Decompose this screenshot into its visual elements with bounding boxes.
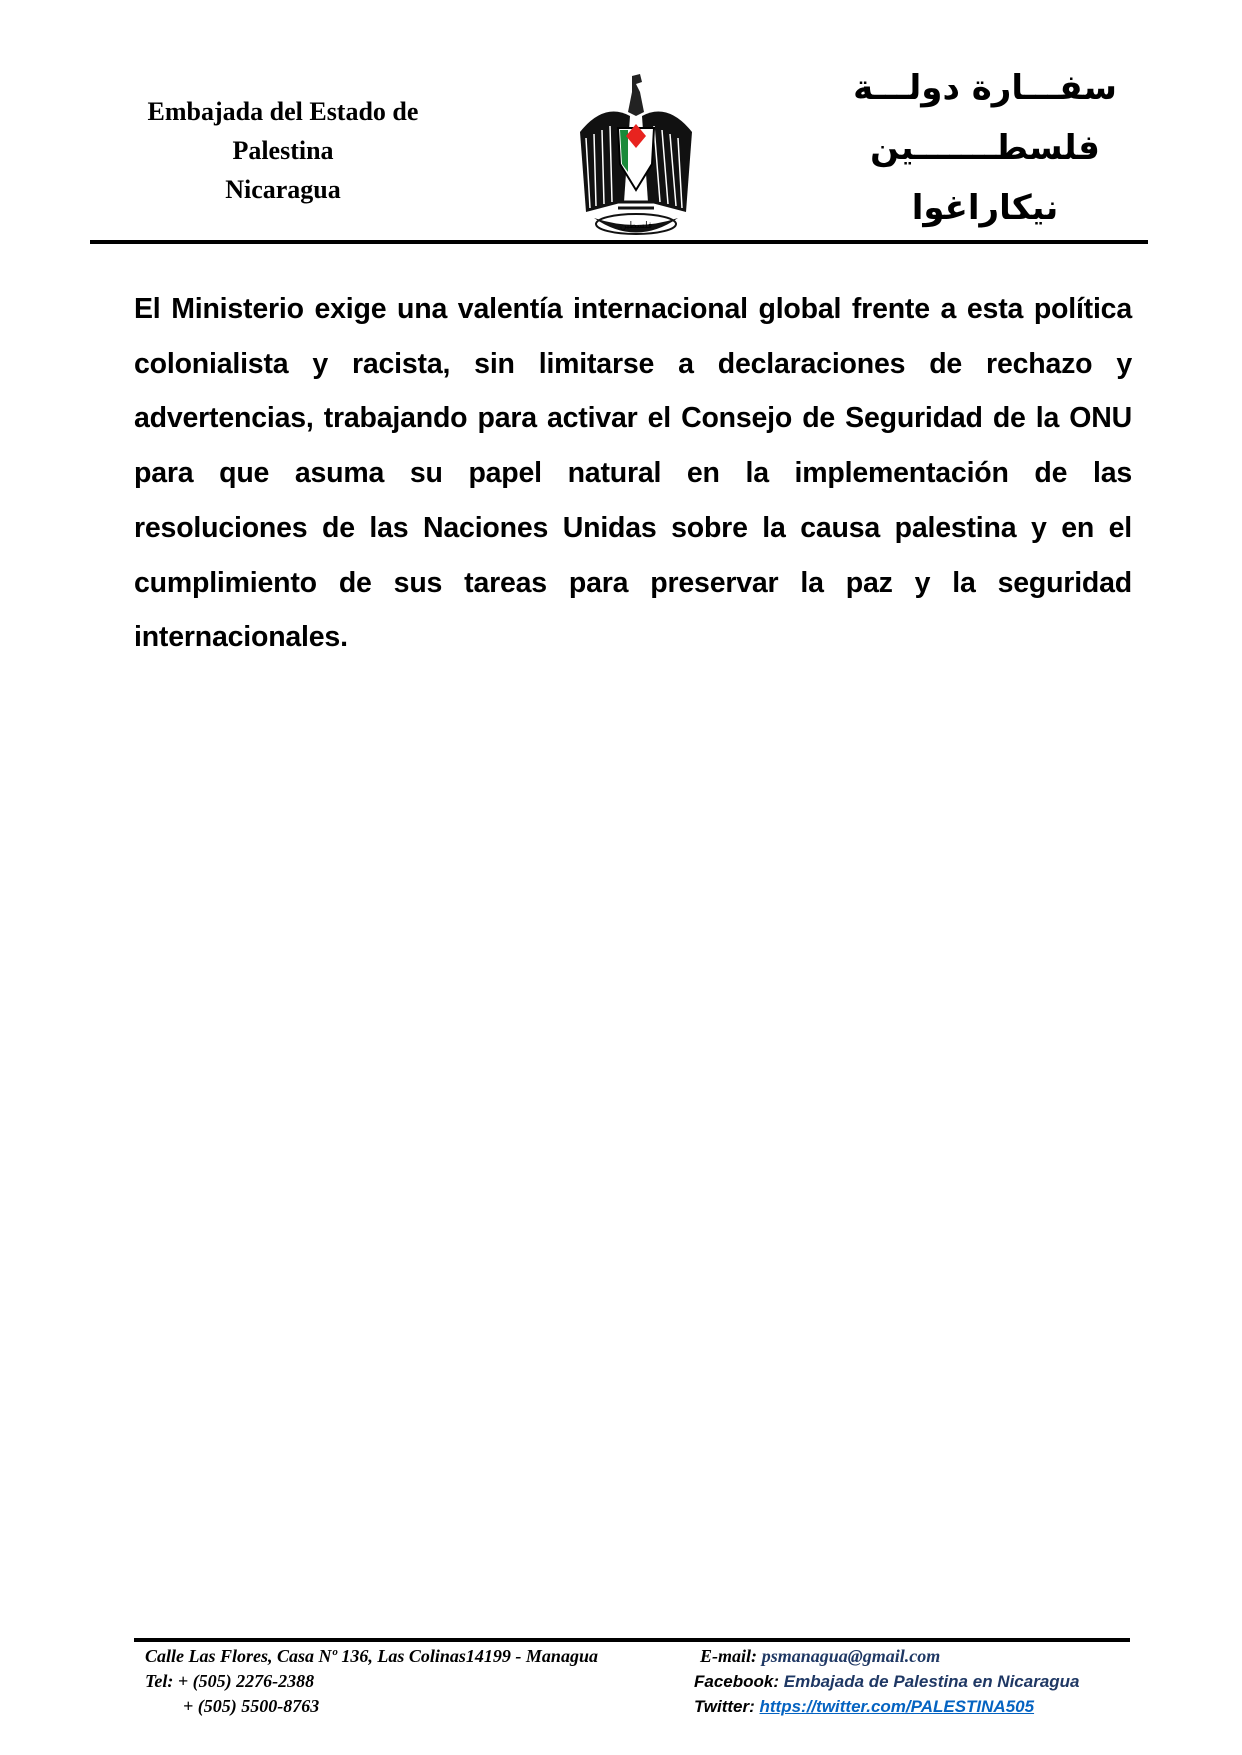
- email-link[interactable]: psmanagua@gmail.com: [761, 1646, 941, 1666]
- header-line-arabic: سفـــارة دولـــة: [853, 68, 1117, 108]
- embassy-name-spanish: [120, 92, 446, 209]
- header-line: Palestina: [232, 136, 334, 165]
- facebook-page: Embajada de Palestina en Nicaragua: [783, 1672, 1080, 1691]
- address: Calle Las Flores, Casa Nº 136, Las Colinas14199 - Managua: [145, 1646, 598, 1666]
- twitter-link[interactable]: https://twitter.com/PALESTINA505: [759, 1697, 1035, 1716]
- phone-2: + (505) 5500-8763: [183, 1696, 320, 1716]
- statement-paragraph: El Ministerio exige una valentía internacional global frente a esta política colonialista y racista, sin limitarse a declaraciones de rechazo y advertencias, trabajando para activar el Consejo de Seguridad de la ONU para que asuma su papel natural en la implementación de las resoluciones de las Naciones Unidas sobre la causa palestina y en el cumplimiento de sus tareas para preservar la paz y la seguridad internacionales.: [134, 293, 1132, 654]
- footer-contact-block: [694, 1644, 1080, 1719]
- phone-1: Tel: + (505) 2276-2388: [145, 1671, 315, 1691]
- footer-address-block: [145, 1644, 598, 1719]
- palestine-eagle-emblem-icon: [574, 72, 698, 244]
- header-divider: [90, 240, 1148, 244]
- header-line: Nicaragua: [225, 175, 341, 204]
- header-line-arabic: نيكاراغوا: [911, 188, 1059, 228]
- header-line: Embajada del Estado de: [147, 97, 419, 126]
- svg-text:فلسطين: فلسطين: [619, 221, 653, 231]
- header-line-arabic: فلسطـــــــين: [870, 128, 1100, 168]
- footer-divider: [134, 1638, 1130, 1642]
- twitter-label: Twitter:: [694, 1697, 755, 1716]
- embassy-name-arabic: [850, 58, 1120, 238]
- facebook-label: Facebook:: [694, 1672, 780, 1691]
- email-label: E-mail:: [700, 1646, 757, 1666]
